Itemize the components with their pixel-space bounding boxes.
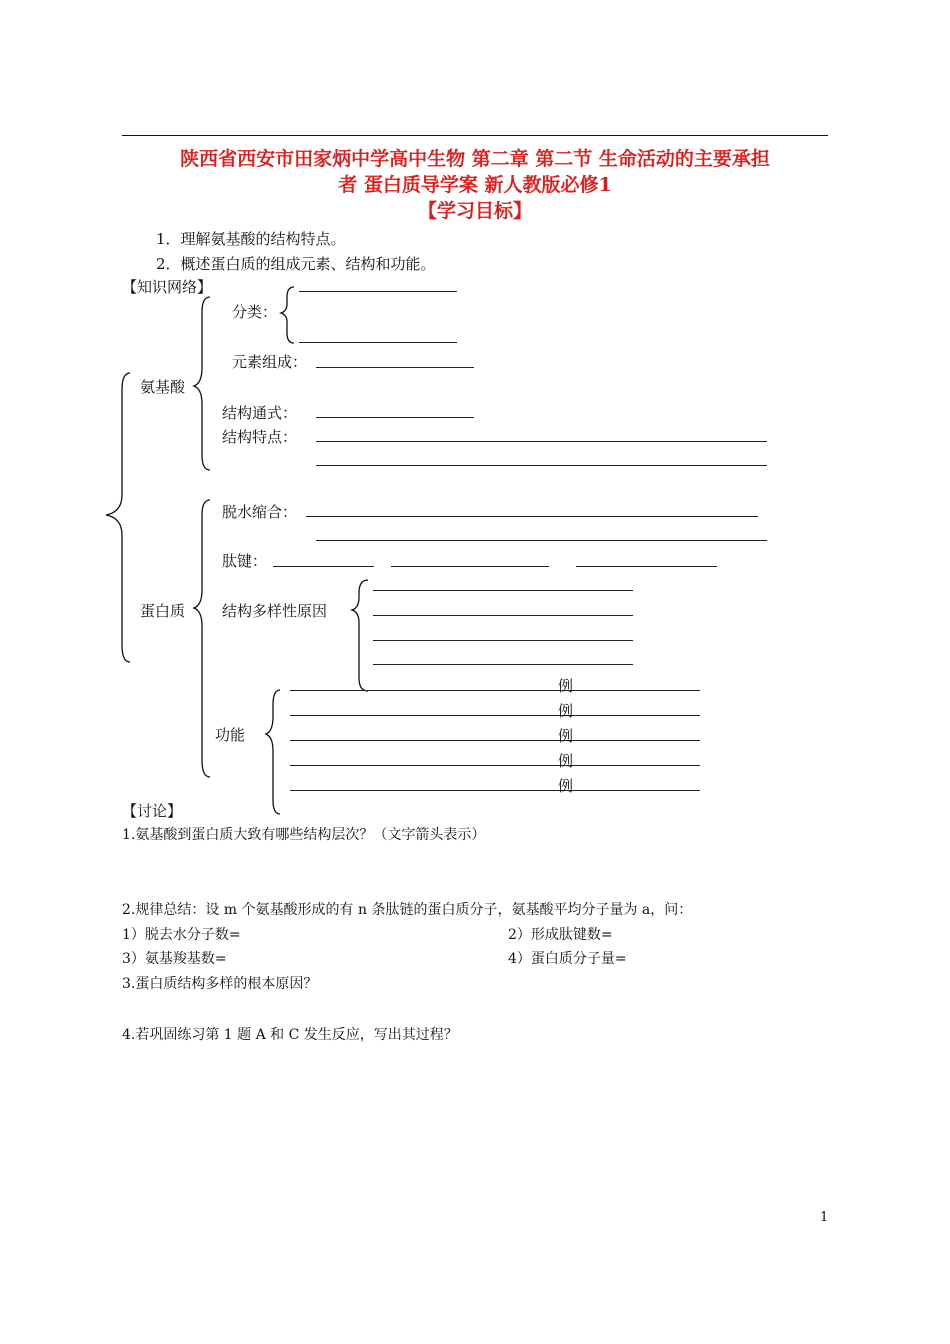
discussion-q2-item-1: 1）脱去水分子数= — [122, 927, 241, 943]
protein-brace — [194, 500, 210, 777]
amino-acid-label: 氨基酸 — [140, 378, 186, 396]
condensation-blank-1[interactable] — [306, 516, 758, 517]
protein-label: 蛋白质 — [140, 602, 186, 620]
page-number: 1 — [820, 1210, 829, 1225]
function-example-1: 例 — [558, 677, 574, 695]
objective-1: 1．理解氨基酸的结构特点。 — [156, 230, 346, 248]
discussion-q2: 2.规律总结：设 m 个氨基酸形成的有 n 条肽链的蛋白质分子，氨基酸平均分子量为 a，问： — [122, 902, 693, 918]
peptide-blank-1[interactable] — [273, 566, 374, 567]
discussion-q2-item-3: 3）氨基羧基数= — [122, 951, 227, 967]
diversity-brace — [352, 580, 368, 691]
amino-brace — [194, 297, 210, 470]
peptide-label: 肽键： — [222, 552, 268, 570]
function-blank-3[interactable] — [290, 740, 700, 741]
diversity-blank-3[interactable] — [373, 640, 633, 641]
function-label: 功能 — [215, 726, 246, 744]
diversity-blank-2[interactable] — [373, 615, 633, 616]
function-brace — [266, 690, 280, 814]
function-example-3: 例 — [558, 727, 574, 745]
elements-blank[interactable] — [316, 367, 474, 368]
objective-2: 2．概述蛋白质的组成元素、结构和功能。 — [156, 255, 436, 273]
function-blank-2[interactable] — [290, 715, 700, 716]
diversity-blank-4[interactable] — [373, 664, 633, 665]
peptide-blank-3[interactable] — [576, 566, 717, 567]
function-example-4: 例 — [558, 752, 574, 770]
discussion-q4: 4.若巩固练习第 1 题 A 和 C 发生反应，写出其过程？ — [122, 1027, 458, 1043]
discussion-q2-item-4: 4）蛋白质分子量= — [508, 951, 627, 967]
classify-blank-2[interactable] — [299, 342, 457, 343]
discussion-q3: 3.蛋白质结构多样的根本原因？ — [122, 976, 318, 992]
features-blank-1[interactable] — [316, 441, 767, 442]
formula-label: 结构通式： — [222, 404, 298, 422]
condensation-label: 脱水缩合： — [222, 503, 298, 521]
discussion-heading: 【讨论】 — [122, 802, 183, 820]
peptide-blank-2[interactable] — [391, 566, 549, 567]
classify-blank-1[interactable] — [299, 291, 457, 292]
network-heading: 【知识网络】 — [122, 278, 213, 296]
diversity-blank-1[interactable] — [373, 590, 633, 591]
function-example-5: 例 — [558, 777, 574, 795]
document-title-line2: 者 蛋白质导学案 新人教版必修1 — [338, 174, 612, 196]
function-blank-1[interactable] — [290, 690, 700, 691]
objectives-heading: 【学习目标】 — [417, 200, 532, 222]
function-example-2: 例 — [558, 702, 574, 720]
classify-brace — [281, 287, 294, 343]
discussion-q2-item-2: 2）形成肽键数= — [508, 927, 613, 943]
diversity-label: 结构多样性原因 — [222, 602, 328, 620]
features-blank-2[interactable] — [316, 465, 767, 466]
discussion-q1: 1.氨基酸到蛋白质大致有哪些结构层次？（文字箭头表示） — [122, 827, 486, 843]
document-title-line1: 陕西省西安市田家炳中学高中生物 第二章 第二节 生命活动的主要承担 — [180, 148, 770, 170]
features-label: 结构特点： — [222, 428, 298, 446]
function-blank-4[interactable] — [290, 765, 700, 766]
outer-brace — [106, 373, 130, 662]
condensation-blank-2[interactable] — [316, 540, 767, 541]
formula-blank[interactable] — [316, 417, 474, 418]
classify-label: 分类： — [232, 303, 278, 321]
elements-label: 元素组成： — [232, 353, 308, 371]
function-blank-5[interactable] — [290, 790, 700, 791]
